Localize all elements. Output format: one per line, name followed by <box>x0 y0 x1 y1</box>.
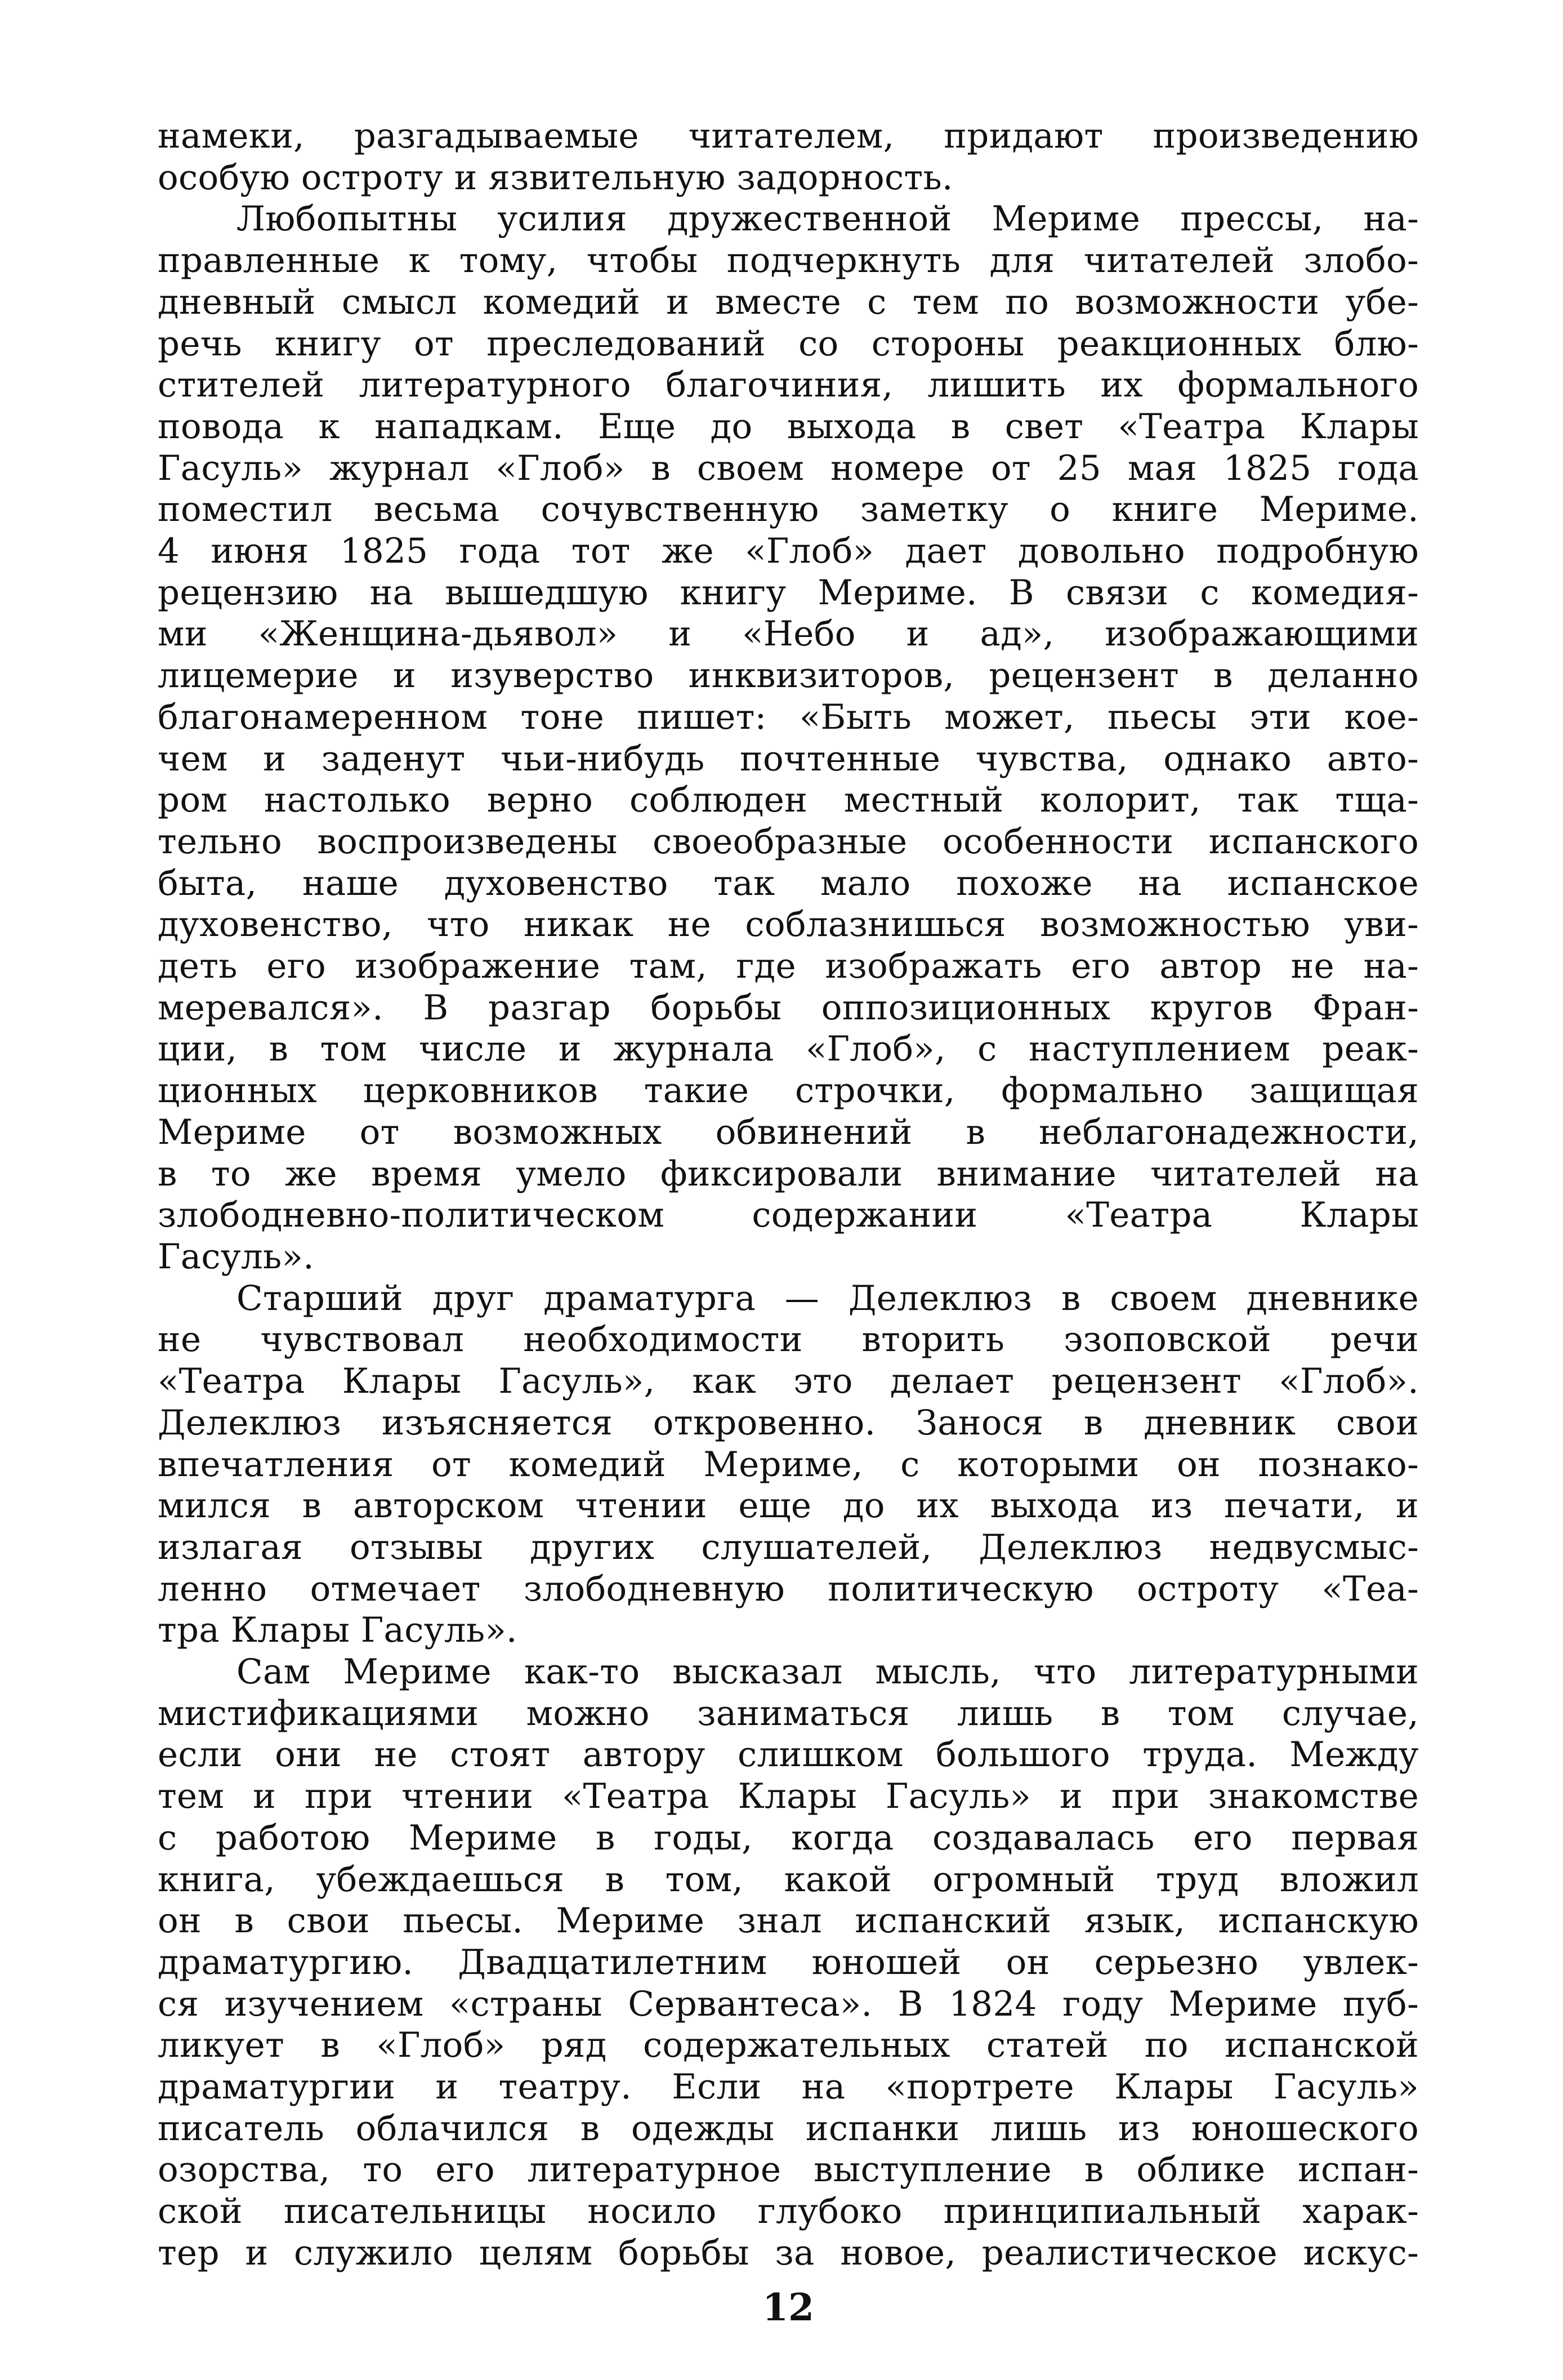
text-line: Делеклюз изъясняется откровенно. Занося в дневник свои <box>158 1402 1419 1443</box>
text-line: деть его изображение там, где изображать его автор не на- <box>158 946 1419 987</box>
text-line: чем и заденут чьи-нибудь почтенные чувства, однако авто- <box>158 738 1419 779</box>
text-line: писатель облачился в одежды испанки лишь из юношеского <box>158 2108 1419 2149</box>
text-line: ром настолько верно соблюден местный колорит, так тща- <box>158 780 1419 821</box>
text-line: особую остроту и язвительную задорность. <box>158 157 953 198</box>
text-line: книга, убеждаешься в том, какой огромный труд вложил <box>158 1859 1419 1900</box>
text-line: он в свои пьесы. Мериме знал испанский язык, испанскую <box>158 1901 1419 1941</box>
paragraph <box>158 115 1419 198</box>
text-line: «Театра Клары Гасуль», как это делает рецензент «Глоб». <box>158 1361 1419 1402</box>
text-line: мился в авторском чтении еще до их выхода из печати, и <box>158 1486 1419 1526</box>
text-line: 4 июня 1825 года тот же «Глоб» дает довольно подробную <box>158 531 1419 572</box>
text-line: дневный смысл комедий и вместе с тем по возможности убе- <box>158 282 1419 322</box>
text-line: лицемерие и изуверство инквизиторов, рецензент в деланно <box>158 656 1419 696</box>
text-line: намеки, разгадываемые читателем, придают произведению <box>158 116 1419 156</box>
text-line: поместил весьма сочувственную заметку о книге Мериме. <box>158 489 1419 530</box>
text-line: Любопытны усилия дружественной Мериме прессы, на- <box>236 199 1419 239</box>
paragraph <box>158 1651 1419 2274</box>
text-line: ционных церковников такие строчки, формально защищая <box>158 1071 1419 1111</box>
text-line: в то же время умело фиксировали внимание читателей на <box>158 1153 1419 1194</box>
text-line: Гасуль». <box>158 1236 314 1277</box>
paragraph <box>158 1278 1419 1651</box>
text-line: меревался». В разгар борьбы оппозиционных кругов Фран- <box>158 987 1419 1028</box>
text-line: быта, наше духовенство так мало похоже на испанское <box>158 863 1419 903</box>
text-line: тельно воспроизведены своеобразные особенности испанского <box>158 821 1419 862</box>
text-line: Гасуль» журнал «Глоб» в своем номере от 25 мая 1825 года <box>158 448 1419 488</box>
text-line: стителей литературного благочиния, лишить их формального <box>158 365 1419 405</box>
text-line: речь книгу от преследований со стороны реакционных блю- <box>158 323 1419 364</box>
text-line: злободневно-политическом содержании «Театра Клары <box>158 1195 1419 1236</box>
text-line: Мериме от возможных обвинений в неблагонадежности, <box>158 1112 1419 1152</box>
text-line: ской писательницы носило глубоко принципиальный харак- <box>158 2191 1419 2232</box>
text-line: Сам Мериме как-то высказал мысль, что литературными <box>236 1652 1419 1692</box>
page-number: 12 <box>762 2285 814 2329</box>
text-line: впечатления от комедий Мериме, с которыми он познако- <box>158 1444 1419 1485</box>
text-line: если они не стоят автору слишком большого труда. Между <box>158 1735 1419 1775</box>
text-line: ленно отмечает злободневную политическую остроту «Теа- <box>158 1568 1419 1609</box>
text-line: не чувствовал необходимости вторить эзоповской речи <box>158 1320 1419 1360</box>
text-line: повода к нападкам. Еще до выхода в свет «Театра Клары <box>158 406 1419 447</box>
book-page <box>158 115 1419 2329</box>
text-line: рецензию на вышедшую книгу Мериме. В связи с комедия- <box>158 572 1419 613</box>
text-line: драматургию. Двадцатилетним юношей он серьезно увлек- <box>158 1942 1419 1982</box>
text-line: озорства, то его литературное выступление в облике испан- <box>158 2150 1419 2190</box>
text-line: ликует в «Глоб» ряд содержательных статей по испанской <box>158 2025 1419 2066</box>
text-line: драматургии и театру. Если на «портрете Клары Гасуль» <box>158 2067 1419 2107</box>
text-line: ся изучением «страны Сервантеса». В 1824 году Мериме пуб- <box>158 1984 1419 2024</box>
text-line: благонамеренном тоне пишет: «Быть может, пьесы эти кое- <box>158 697 1419 737</box>
text-line: излагая отзывы других слушателей, Делеклюз недвусмыс- <box>158 1527 1419 1567</box>
text-line: тра Клары Гасуль». <box>158 1610 517 1651</box>
text-line: правленные к тому, чтобы подчеркнуть для читателей злобо- <box>158 240 1419 281</box>
text-line: с работою Мериме в годы, когда создавалась его первая <box>158 1817 1419 1858</box>
text-line: Старший друг драматурга — Делеклюз в своем дневнике <box>236 1278 1419 1318</box>
text-line: тер и служило целям борьбы за новое, реалистическое искус- <box>158 2232 1419 2273</box>
text-body <box>158 115 1419 2274</box>
text-line: ции, в том числе и журнала «Глоб», с наступлением реак- <box>158 1029 1419 1069</box>
text-line: ми «Женщина-дьявол» и «Небо и ад», изображающими <box>158 614 1419 654</box>
text-line: тем и при чтении «Театра Клары Гасуль» и при знакомстве <box>158 1776 1419 1817</box>
text-line: мистификациями можно заниматься лишь в том случае, <box>158 1693 1419 1733</box>
paragraph <box>158 198 1419 1277</box>
text-line: духовенство, что никак не соблазнишься возможностью уви- <box>158 904 1419 945</box>
